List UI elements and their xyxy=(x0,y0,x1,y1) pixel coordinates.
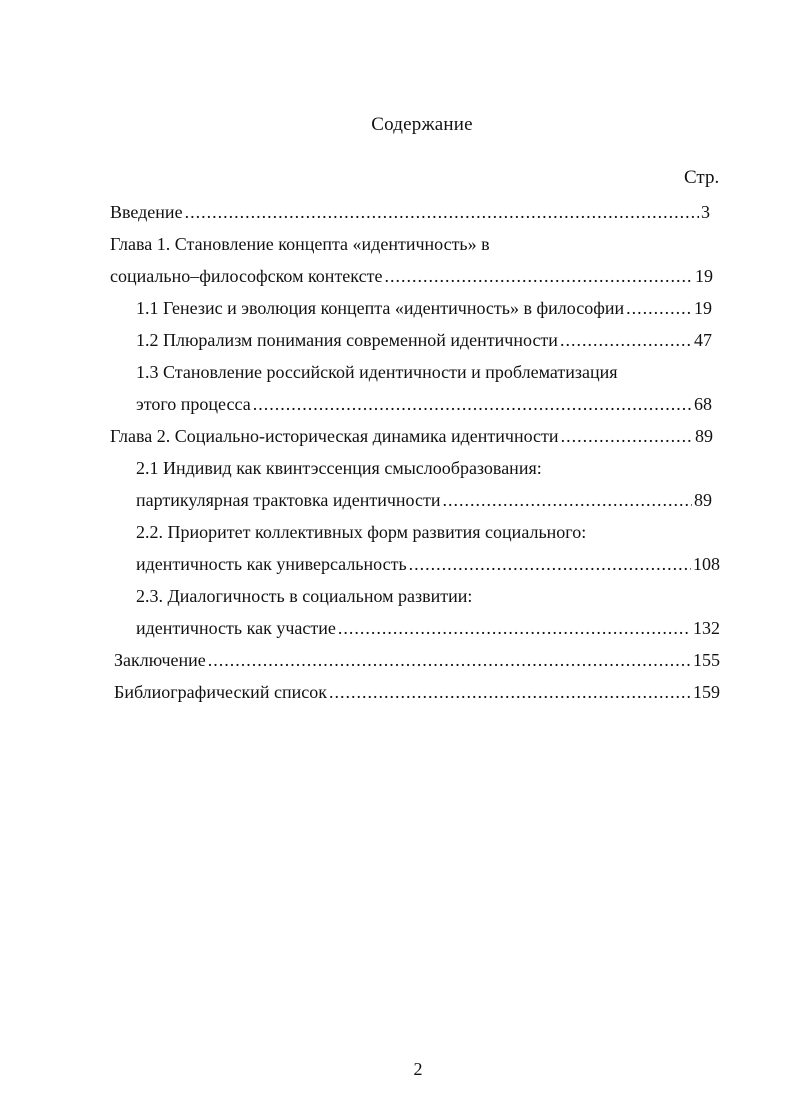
toc-entry-section-1-3-cont[interactable]: этого процесса ..... 68 xyxy=(136,390,712,418)
toc-entry-introduction[interactable]: Введение ..... 3 xyxy=(110,198,710,226)
toc-entry-conclusion[interactable]: Заключение ..... 155 xyxy=(114,646,720,674)
leader-dots xyxy=(208,646,691,674)
toc-page-number: 159 xyxy=(693,682,720,702)
toc-page-number: 132 xyxy=(693,618,720,638)
toc-entry-section-2-2[interactable]: 2.2. Приоритет коллективных форм развития социального: xyxy=(136,522,587,542)
toc-entry-section-1-3[interactable]: 1.3 Становление российской идентичности и проблематизация xyxy=(136,362,618,382)
toc-entry-section-2-1-cont[interactable]: партикулярная трактовка идентичности ..... 89 xyxy=(136,486,712,514)
toc-page-number: 108 xyxy=(693,554,720,574)
toc-title: Содержание xyxy=(371,114,473,135)
toc-page-number: 68 xyxy=(694,394,712,414)
toc-entry-chapter-1-cont[interactable]: социально–философском контексте ..... 19 xyxy=(110,262,713,290)
toc-entry-chapter-1[interactable]: Глава 1. Становление концепта «идентичность» в xyxy=(110,234,490,254)
page-number: 2 xyxy=(413,1059,423,1079)
leader-dots xyxy=(626,294,692,322)
toc-entry-section-2-1[interactable]: 2.1 Индивид как квинтэссенция смыслообразования: xyxy=(136,458,542,478)
toc-page-number: 19 xyxy=(694,298,712,318)
toc-page-number: 155 xyxy=(693,650,720,670)
leader-dots xyxy=(384,262,693,290)
leader-dots xyxy=(253,390,692,418)
leader-dots xyxy=(561,422,693,450)
leader-dots xyxy=(442,486,692,514)
toc-entry-section-2-2-cont[interactable]: идентичность как универсальность ..... 108 xyxy=(136,550,720,578)
toc-page-number: 19 xyxy=(695,266,713,286)
toc-page-number: 47 xyxy=(694,330,712,350)
leader-dots xyxy=(338,614,691,642)
toc-page-number: 3 xyxy=(701,202,710,222)
toc-entry-chapter-2[interactable]: Глава 2. Социально-историческая динамика идентичности ..... 89 xyxy=(110,422,713,450)
toc-page-number: 89 xyxy=(694,490,712,510)
toc-entry-bibliography[interactable]: Библиографический список ..... 159 xyxy=(114,678,720,706)
leader-dots xyxy=(409,550,691,578)
leader-dots xyxy=(329,678,691,706)
page-column-label: Стр. xyxy=(684,167,720,188)
toc-page-number: 89 xyxy=(695,426,713,446)
toc-entry-section-2-3[interactable]: 2.3. Диалогичность в социальном развитии: xyxy=(136,586,473,606)
toc-entry-section-2-3-cont[interactable]: идентичность как участие ..... 132 xyxy=(136,614,720,642)
toc-entry-section-1-2[interactable]: 1.2 Плюрализм понимания современной идентичности ..... 47 xyxy=(136,326,712,354)
toc-entry-section-1-1[interactable]: 1.1 Генезис и эволюция концепта «идентичность» в философии ..... 19 xyxy=(136,294,712,322)
leader-dots xyxy=(560,326,692,354)
leader-dots xyxy=(185,198,699,226)
